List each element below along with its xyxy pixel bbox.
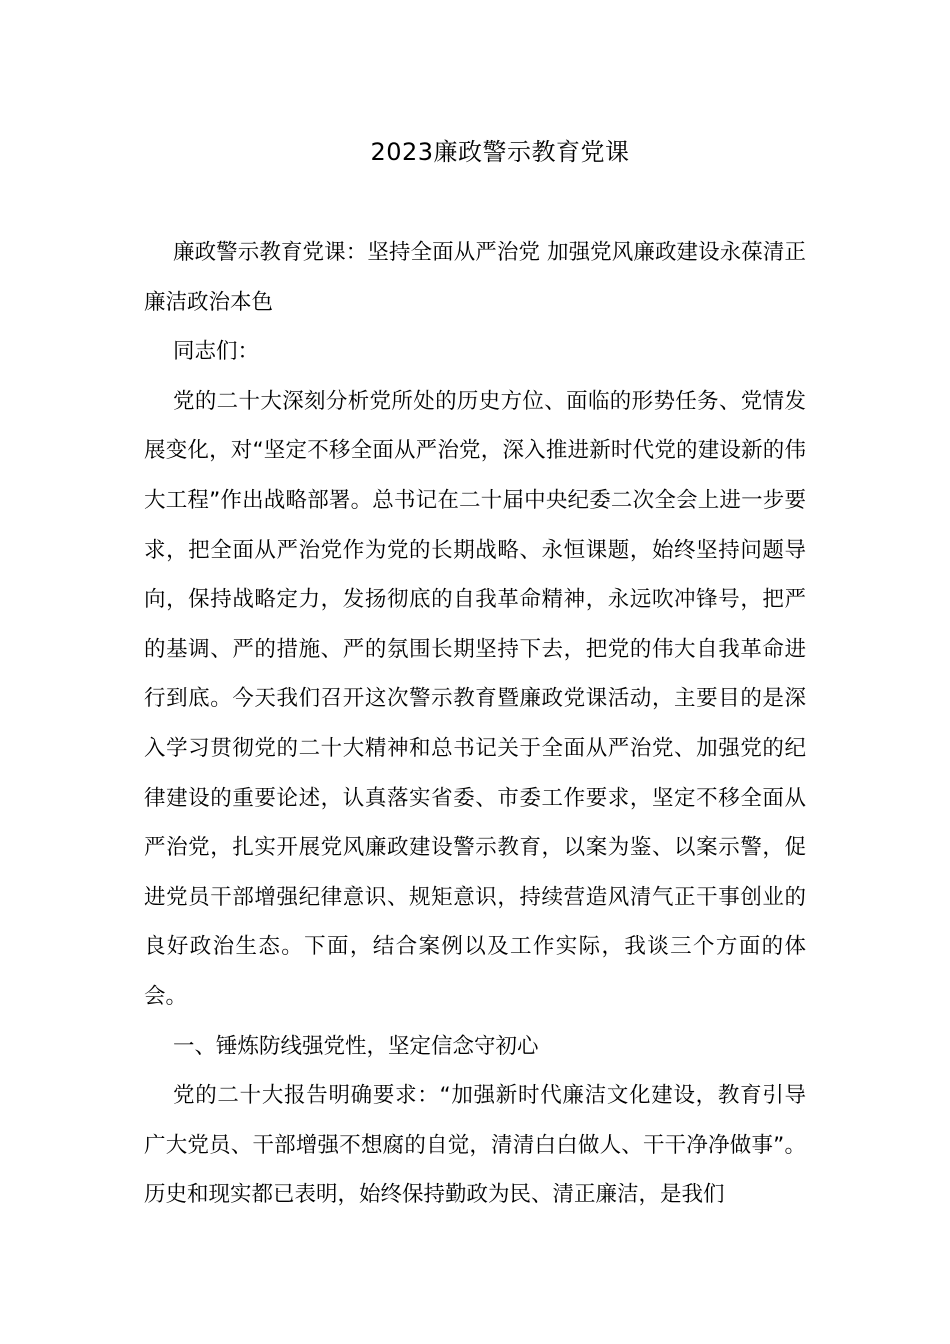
document-body [144, 228, 806, 1220]
body-paragraph: 党的二十大报告明确要求：“加强新时代廉洁文化建设，教育引导广大党员、干部增强不想腐的自觉，清清白白做人、干干净净做事”。历史和现实都已表明，始终保持勤政为民、清正廉洁，是我们 [144, 1083, 806, 1208]
salutation-paragraph: 同志们： [173, 339, 260, 365]
subtitle-paragraph: 廉政警示教育党课：坚持全面从严治党 加强党风廉政建设永葆清正廉洁政治本色 [144, 240, 806, 315]
document-title: 2023廉政警示教育党课 [370, 138, 630, 166]
body-paragraph: 党的二十大深刻分析党所处的历史方位、面临的形势任务、党情发展变化，对“坚定不移全面从严治党，深入推进新时代党的建设新的伟大工程”作出战略部署。总书记在二十届中央纪委二次全会上进一步要求，把全面从严治党作为党的长期战略、永恒课题，始终坚持问题导向，保持战略定力，发扬彻底的自我革命精神，永远吹冲锋号，把严的基调、严的措施、严的氛围长期坚持下去，把党的伟大自我革命进行到底。今天我们召开这次警示教育暨廉政党课活动，主要目的是深入学习贯彻党的二十大精神和总书记关于全面从严治党、加强党的纪律建设的重要论述，认真落实省委、市委工作要求，坚定不移全面从严治党，扎实开展党风廉政建设警示教育，以案为鉴、以案示警，促进党员干部增强纪律意识、规矩意识，持续营造风清气正干事创业的良好政治生态。下面，结合案例以及工作实际，我谈三个方面的体会。 [144, 388, 806, 1009]
section-heading: 一、锤炼防线强党性，坚定信念守初心 [173, 1033, 539, 1059]
